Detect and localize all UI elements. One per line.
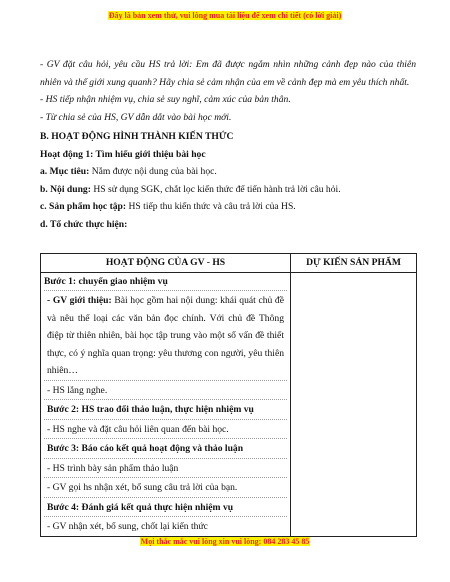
goal-label: a. Mục tiêu: xyxy=(40,166,90,177)
activity-cell xyxy=(41,272,291,536)
step3-title: Bước 3: Báo cáo kết quả hoạt động và thảo luận xyxy=(44,438,287,458)
content-text: HS sử dụng SGK, chắt lọc kiến thức để tiến hành trả lời câu hỏi. xyxy=(90,183,341,195)
product-label: c. Sản phẩm học tập: xyxy=(40,201,127,212)
header-teacher-student: HOẠT ĐỘNG CỦA GV - HS xyxy=(41,254,291,273)
activity-table xyxy=(40,253,417,537)
content-label: b. Nội dung: xyxy=(40,183,91,195)
goal-text: Nắm được nội dung của bài học. xyxy=(89,166,217,177)
document-body xyxy=(40,56,416,233)
contact-footer xyxy=(0,537,450,546)
step1-title: Bước 1: chuyển giao nhiệm vụ xyxy=(44,275,168,287)
intro-line-3: - Từ chia sẻ của HS, GV dẫn dắt vào bài học mới. xyxy=(40,111,232,123)
table-header-row xyxy=(41,254,417,273)
step3-line2: - GV gọi hs nhận xét, bổ sung câu trả lời của bạn. xyxy=(44,477,287,497)
content-line xyxy=(40,181,416,199)
step1-text: Bài học gồm hai nội dung: khái quát chủ đề và nêu thể loại các văn bản đọc chính. Với chủ đề Thông điệp từ thiên nhiên, bài học tập trung vào một số vấn đề thiết thực, có ý nghĩa quan trọng: yêu thương con người, yêu thiên nhiên… xyxy=(47,295,284,376)
step1-line2: - HS lắng nghe. xyxy=(44,380,287,400)
table-row xyxy=(41,272,417,536)
goal-line xyxy=(40,163,416,181)
preview-banner-text: Đây là bản xem thử, vui lòng mua tài liệu để xem chi tiết (có lời giải) xyxy=(108,11,342,20)
step2-title: Bước 2: HS trao đổi thảo luận, thực hiện nhiệm vụ xyxy=(44,399,287,419)
product-text: HS tiếp thu kiến thức và câu trả lời của HS. xyxy=(126,201,296,212)
section-heading: B. HOẠT ĐỘNG HÌNH THÀNH KIẾN THỨC xyxy=(40,131,234,142)
preview-banner xyxy=(0,11,450,20)
implementation-heading: d. Tổ chức thực hiện: xyxy=(40,218,128,230)
intro-question: - GV đặt câu hỏi, yêu cầu HS trả lời: Em đã được ngắm nhìn những cảnh đẹp nào của thiên nhiên và thế giới xung quanh? Hãy chia sẻ cảm nhận của em về cảnh đẹp mà em yêu thích nhất. xyxy=(40,59,416,88)
step1-label: - GV giới thiệu: xyxy=(47,295,112,306)
step3-line1: - HS trình bày sản phẩm thảo luận xyxy=(44,458,287,478)
intro-line-2: - HS tiếp nhận nhiệm vụ, chia sẻ suy nghĩ, cảm xúc của bản thân. xyxy=(40,94,291,105)
header-expected-product: DỰ KIẾN SẢN PHẨM xyxy=(291,254,417,273)
step2-line1: - HS nghe và đặt câu hỏi liên quan đến bài học. xyxy=(44,419,287,439)
expected-product-cell xyxy=(291,272,417,536)
contact-footer-text: Mọi thắc mắc vui lòng xin vui lòng: 084 283 45 85 xyxy=(140,537,310,546)
product-line xyxy=(40,198,416,216)
step1-intro xyxy=(44,290,287,380)
activity-heading: Hoạt động 1: Tìm hiểu giới thiệu bài học xyxy=(40,148,206,160)
step4-line1: - GV nhận xét, bổ sung, chốt lại kiến thức xyxy=(44,516,287,536)
step4-title: Bước 4: Đánh giá kết quả thực hiện nhiệm vụ xyxy=(44,497,287,517)
